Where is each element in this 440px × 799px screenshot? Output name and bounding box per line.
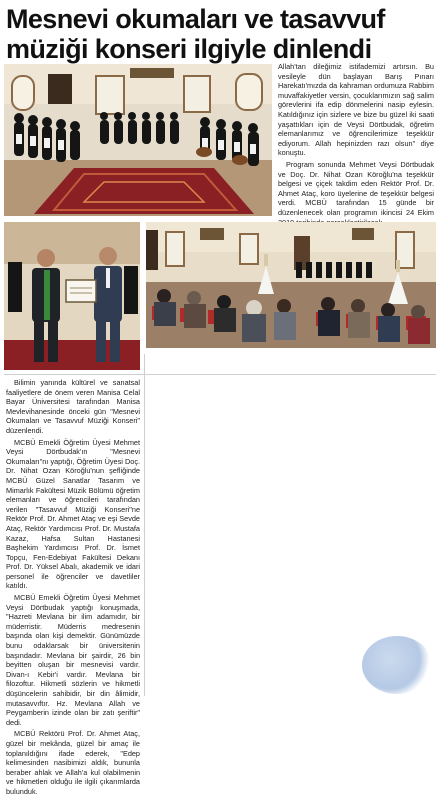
concert-main-illustration bbox=[4, 64, 272, 216]
left-paragraph-3: MCBÜ Emekli Öğretim Üyesi Mehmet Veysi Dörtbudak yaptığı konuşmada, "Hazreti Mevlana bir ilim adamıdır, bir müderristir. Müderris medresenin başında olan kişi demektir. Günümüzde bunu odaklarsak bir üniversitenin başındadır. Mevlana bir şairdir, 26 bin beyitten oluşan bir mesnevisi vardır. Divan-ı Kebir'i vardır. Mevlana bir filozoftur. Hikmetli sözlerin ve hikmetli düşüncelerin sahibidir, bir din âlimidir, mutasavvıftır. Hz. Mevlana Allah ve Peygamberin izinde olan bir zatı şeriftir" dedi. bbox=[6, 593, 140, 727]
award-illustration bbox=[4, 222, 140, 370]
audience-illustration bbox=[146, 222, 436, 348]
right-text-column bbox=[278, 62, 434, 241]
audience-photo bbox=[146, 222, 436, 348]
left-text-column bbox=[6, 378, 140, 799]
article-headline bbox=[6, 4, 436, 64]
left-paragraph-2: MCBÜ Emekli Öğretim Üyesi Mehmet Veysi Dörtbudak'ın "Mesnevi Okumaları"nı yaptığı, Öğretim Üyesi Doç. Dr. Nihat Ozan Köroğlu'nun şefliğinde MCBÜ Güzel Sanatlar Tasarım ve Mimarlık Fakültesi Müzik Bölümü öğretim elemanları ve öğrencileri tarafından verilen "Tasavvuf Müziği Konseri"ne Rektör Prof. Dr. Ahmet Ataç ve eşi Sevde Ataç, Rektör Yardımcısı Prof. Dr. Mustafa Kazaz, Hafsa Sultan Hastanesi Başhekim Yardımcısı Prof. Dr. İsmet Topçu, Fen-Edebiyat Fakültesi Dekanı Prof. Dr. Yüksel Abalı, akademik ve idari personel ile öğrenciler ve davetliler katıldı. bbox=[6, 437, 140, 591]
left-paragraph-4: MCBÜ Rektörü Prof. Dr. Ahmet Ataç, güzel bir mekânda, güzel bir amaç ile toplanıldığını ifade ederek, "Edep kelimesinden nasibimizi aldık, bununla beraber ahlak ve Allah'a kul olabilmenin ve hikmetleri olduğu ile ilgili çıkarımlarda bulunduk. bbox=[6, 729, 140, 796]
right-paragraph-1: Allah'tan dileğimiz istifademizi artırsın. Bu vesileyle dün başlayan Barış Pınarı Harekatı'mızda da kahraman ordumuza Rabbim muvaffakiyetler versin, çocuklarımızın sağ salim görevlerini ifa edip dönmelerini nasip eylesin. Katıldığınız için sizlere ve bize bu güzel iki saati yaşattıkları için de Veysi Dörtbudak, öğretim elemanlarımız ve öğrencilerimize teşekkür ediyorum. Allah hepinizden razı olsun" diye konuştu. bbox=[278, 62, 434, 158]
left-paragraph-1: Bilimin yanında kültürel ve sanatsal faaliyetlere de önem veren Manisa Celal Bayar Üniversitesi tarafından Manisa Mevlevihanesinde önceki gün "Mesnevi Okumaları ve Tasavvuf Müziği Konseri" düzenlendi. bbox=[6, 378, 140, 435]
headline-line-1: Mesnevi okumaları ve tasavvuf bbox=[6, 4, 385, 34]
concert-main-photo bbox=[4, 64, 272, 216]
section-divider bbox=[4, 374, 436, 375]
headline-line-2: müziği konseri ilgiyle dinlendi bbox=[6, 34, 372, 64]
right-paragraph-2: Program sonunda Mehmet Veysi Dörtbudak ve Doç. Dr. Nihat Ozan Köroğlu'na teşekkür belgesi ve çiçek takdim eden Rektör Prof. Dr. Ahmet Ataç, koro üyelerine de teşekkür belgesi verdi. MCBÜ tarafından 15 günde bir düzenlenecek olan programın ikincisi 24 Ekim bbox=[278, 159, 434, 217]
column-divider bbox=[144, 354, 145, 696]
watermark-stamp-icon bbox=[362, 636, 432, 694]
award-photo bbox=[4, 222, 140, 370]
